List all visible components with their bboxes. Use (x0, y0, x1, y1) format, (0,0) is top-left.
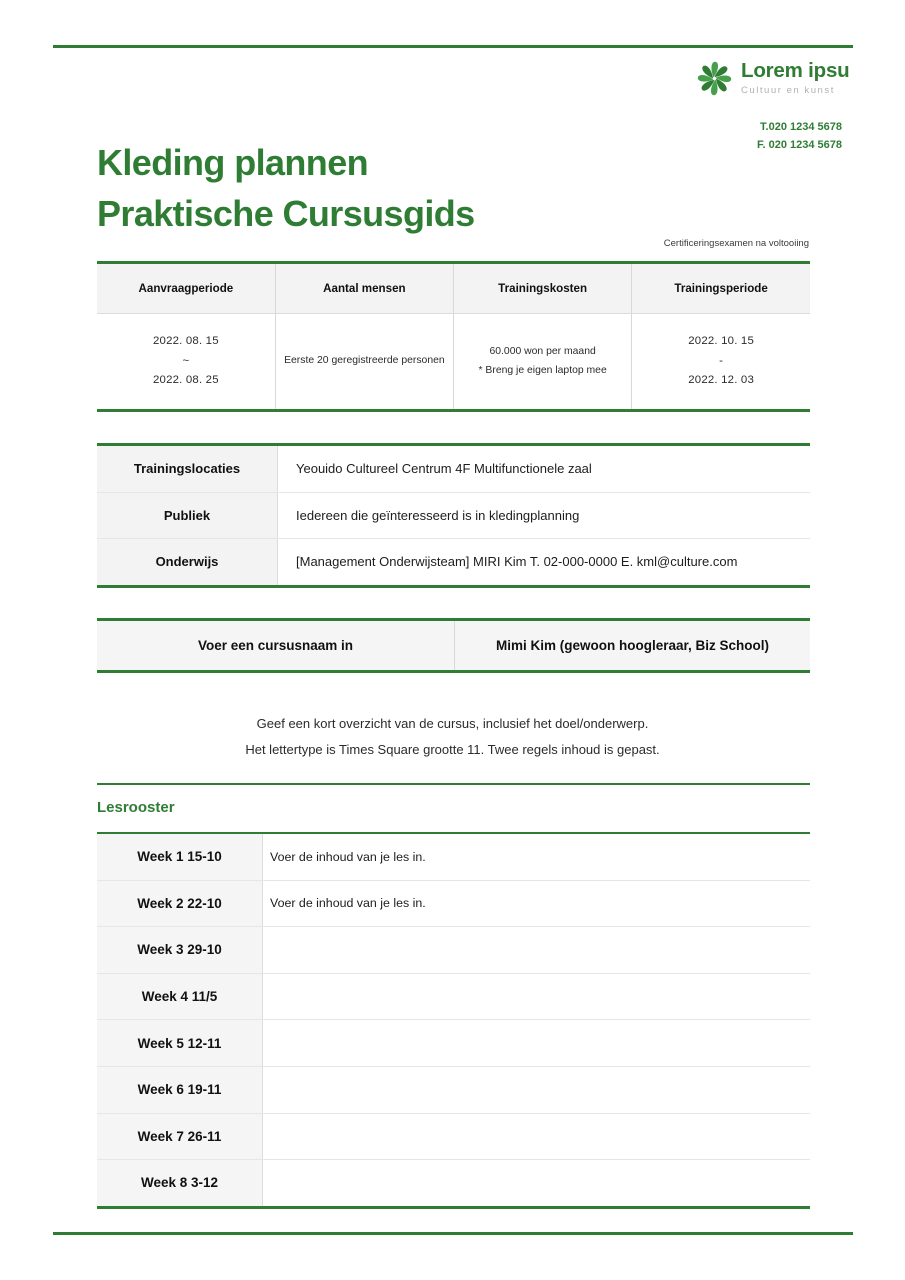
cell-training-period (632, 314, 810, 411)
header-application-period: Aanvraagperiode (97, 263, 275, 314)
header-number-of-people: Aantal mensen (275, 263, 453, 314)
application-start-date: 2022. 08. 15 (153, 334, 219, 347)
brand-name: Lorem ipsu (741, 59, 850, 83)
brand-logo (697, 61, 850, 96)
brand-text (741, 61, 850, 95)
certification-note: Certificeringsexamen na voltooiing (663, 238, 809, 249)
bottom-divider-rule (53, 1232, 853, 1235)
value-education: [Management Onderwijsteam] MIRI Kim T. 02-000-0000 E. kml@culture.com (296, 554, 738, 570)
brand-tagline: Cultuur en kunst (741, 84, 835, 96)
page-title (97, 137, 475, 239)
flower-pinwheel-icon (697, 61, 732, 96)
table-row (97, 620, 810, 672)
header-training-period: Trainingsperiode (632, 263, 810, 314)
cell-training-cost (454, 314, 632, 411)
schedule-week-label: Week 8 3-12 (97, 1160, 263, 1208)
schedule-week-label: Week 3 29-10 (97, 927, 263, 974)
value-audience: Iedereen die geïnteresseerd is in kledingplanning (278, 492, 811, 539)
table-row (97, 1160, 810, 1208)
header-training-cost: Trainingskosten (454, 263, 632, 314)
schedule-table (97, 832, 810, 1209)
schedule-week-content[interactable] (263, 1066, 811, 1113)
course-summary-line2: Het lettertype is Times Square grootte 11. Twee regels inhoud is gepast. (245, 742, 660, 758)
course-summary-line1: Geef een kort overzicht van de cursus, inclusief het doel/onderwerp. (256, 716, 649, 731)
course-title-table (97, 618, 810, 673)
lecturer-name: Mimi Kim (gewoon hoogleraar, Biz School) (455, 620, 811, 672)
schedule-week-label: Week 2 22-10 (97, 880, 263, 927)
top-divider-rule (53, 45, 853, 48)
training-start-date: 2022. 10. 15 (688, 334, 754, 347)
schedule-week-content[interactable] (263, 1160, 811, 1208)
page-title-line2: Praktische Cursusgids (97, 193, 475, 235)
cell-application-period (97, 314, 275, 411)
table-row (97, 833, 810, 880)
course-summary-text (0, 711, 905, 764)
table-row (97, 445, 810, 493)
training-cost-amount: 60.000 won per maand (489, 346, 596, 358)
label-training-locations: Trainingslocaties (97, 445, 278, 493)
schedule-week-content[interactable]: Voer de inhoud van je les in. (263, 833, 811, 880)
training-range-separator: - (719, 354, 724, 367)
table-row (97, 1113, 810, 1160)
training-end-date: 2022. 12. 03 (688, 374, 754, 387)
cell-number-of-people: Eerste 20 geregistreerde personen (275, 314, 453, 411)
training-cost-note: * Breng je eigen laptop mee (478, 364, 607, 376)
label-education: Onderwijs (97, 539, 278, 587)
course-name-field[interactable]: Voer een cursusnaam in (97, 620, 455, 672)
page-title-line1: Kleding plannen (97, 142, 369, 184)
schedule-week-label: Week 1 15-10 (97, 833, 263, 880)
schedule-week-label: Week 6 19-11 (97, 1066, 263, 1113)
value-training-locations: Yeouido Cultureel Centrum 4F Multifunctionele zaal (278, 445, 811, 493)
contact-info (757, 118, 842, 154)
schedule-week-content[interactable] (263, 1020, 811, 1067)
application-range-separator: ~ (182, 354, 190, 367)
contact-telephone: T.020 1234 5678 (760, 121, 842, 133)
table-row (97, 539, 810, 587)
table-header-row (97, 263, 810, 314)
table-row (97, 880, 810, 927)
schedule-section-title: Lesrooster (97, 799, 175, 816)
section-divider-rule (97, 783, 810, 785)
table-row (97, 927, 810, 974)
table-row (97, 1020, 810, 1067)
schedule-week-content[interactable]: Voer de inhoud van je les in. (263, 880, 811, 927)
table-row (97, 973, 810, 1020)
contact-fax: F. 020 1234 5678 (756, 139, 842, 152)
schedule-week-label: Week 5 12-11 (97, 1020, 263, 1067)
schedule-week-content[interactable] (263, 927, 811, 974)
table-row (97, 1066, 810, 1113)
facts-table (97, 261, 810, 412)
application-end-date: 2022. 08. 25 (153, 374, 219, 387)
schedule-week-label: Week 7 26-11 (97, 1113, 263, 1160)
schedule-week-label: Week 4 11/5 (97, 973, 263, 1020)
schedule-week-content[interactable] (263, 1113, 811, 1160)
label-audience: Publiek (97, 492, 278, 539)
table-row (97, 314, 810, 411)
schedule-week-content[interactable] (263, 973, 811, 1020)
details-table (97, 443, 810, 588)
table-row (97, 492, 810, 539)
